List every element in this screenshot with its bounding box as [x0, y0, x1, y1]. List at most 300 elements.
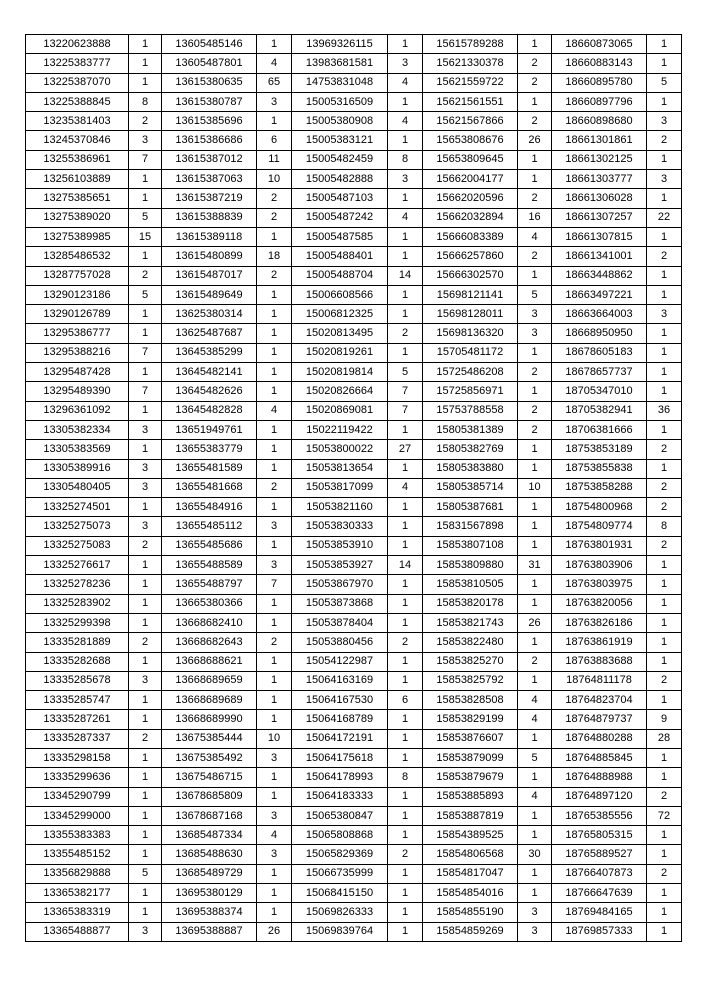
- phone-number-cell: 15854389525: [423, 826, 518, 845]
- table-row: [26, 35, 682, 54]
- phone-number-cell: 15653809645: [423, 150, 518, 169]
- count-cell: 1: [388, 247, 423, 266]
- phone-number-cell: 15005487103: [292, 189, 388, 208]
- count-cell: 1: [388, 285, 423, 304]
- phone-number-cell: 18764897120: [552, 787, 647, 806]
- phone-number-cell: 18763803906: [552, 556, 647, 575]
- phone-number-cell: 13645385299: [162, 343, 257, 362]
- count-cell: 6: [388, 691, 423, 710]
- count-cell: 1: [129, 401, 162, 420]
- count-cell: 1: [129, 189, 162, 208]
- count-cell: 1: [257, 787, 292, 806]
- phone-number-cell: 18661301861: [552, 131, 647, 150]
- phone-number-cell: 15064167530: [292, 691, 388, 710]
- phone-number-cell: 13285486532: [26, 247, 129, 266]
- phone-number-cell: 15064178993: [292, 768, 388, 787]
- phone-number-cell: 15020813495: [292, 324, 388, 343]
- phone-number-cell: 15020819814: [292, 363, 388, 382]
- count-cell: 3: [129, 671, 162, 690]
- phone-number-cell: 18765889527: [552, 845, 647, 864]
- count-cell: 1: [257, 343, 292, 362]
- phone-number-cell: 13625380314: [162, 305, 257, 324]
- count-cell: 1: [518, 729, 552, 748]
- phone-number-cell: 18661341001: [552, 247, 647, 266]
- count-cell: 1: [388, 884, 423, 903]
- table-row: [26, 922, 682, 941]
- phone-number-cell: 13275389020: [26, 208, 129, 227]
- phone-number-cell: 13245370846: [26, 131, 129, 150]
- table-row: [26, 884, 682, 903]
- count-cell: 1: [388, 671, 423, 690]
- phone-number-cell: 13615387012: [162, 150, 257, 169]
- phone-number-cell: 13220623888: [26, 35, 129, 54]
- count-cell: 1: [518, 266, 552, 285]
- phone-number-cell: 15725856971: [423, 382, 518, 401]
- phone-number-cell: 15005482888: [292, 170, 388, 189]
- phone-number-cell: 18661303777: [552, 170, 647, 189]
- phone-number-cell: 13345299000: [26, 806, 129, 825]
- phone-number-cell: 15615789288: [423, 35, 518, 54]
- phone-number-cell: 13615387219: [162, 189, 257, 208]
- phone-number-cell: 15053878404: [292, 613, 388, 632]
- count-cell: 1: [257, 536, 292, 555]
- count-cell: 1: [647, 266, 682, 285]
- count-cell: 1: [647, 748, 682, 767]
- count-cell: 1: [647, 633, 682, 652]
- phone-number-cell: 15005488401: [292, 247, 388, 266]
- phone-number-cell: 13615380787: [162, 92, 257, 111]
- count-cell: 3: [129, 478, 162, 497]
- count-cell: 1: [129, 768, 162, 787]
- count-cell: 3: [647, 170, 682, 189]
- table-row: [26, 420, 682, 439]
- phone-number-cell: 15005316509: [292, 92, 388, 111]
- phone-number-cell: 15053853927: [292, 556, 388, 575]
- count-cell: 1: [647, 652, 682, 671]
- count-cell: 1: [388, 131, 423, 150]
- phone-number-cell: 13335287261: [26, 710, 129, 729]
- count-cell: 1: [257, 112, 292, 131]
- count-cell: 1: [647, 285, 682, 304]
- phone-number-cell: 15005380908: [292, 112, 388, 131]
- phone-number-cell: 18660873065: [552, 35, 647, 54]
- table-row: [26, 633, 682, 652]
- count-cell: 1: [388, 227, 423, 246]
- phone-number-cell: 15066735999: [292, 864, 388, 883]
- phone-number-cell: 13645482626: [162, 382, 257, 401]
- table-row: [26, 845, 682, 864]
- phone-number-cell: 18764880288: [552, 729, 647, 748]
- phone-number-cell: 18764885845: [552, 748, 647, 767]
- count-cell: 1: [647, 922, 682, 941]
- count-cell: 1: [388, 613, 423, 632]
- phone-number-cell: 13225383777: [26, 54, 129, 73]
- count-cell: 1: [257, 420, 292, 439]
- phone-number-cell: 13655485112: [162, 517, 257, 536]
- count-cell: 1: [518, 35, 552, 54]
- count-cell: 1: [388, 92, 423, 111]
- count-cell: 1: [129, 748, 162, 767]
- count-cell: 1: [518, 170, 552, 189]
- phone-number-cell: 13365488877: [26, 922, 129, 941]
- count-cell: 1: [647, 903, 682, 922]
- phone-number-cell: 13325276617: [26, 556, 129, 575]
- count-cell: 2: [518, 401, 552, 420]
- count-cell: 6: [257, 131, 292, 150]
- count-cell: 1: [129, 363, 162, 382]
- count-cell: 4: [257, 826, 292, 845]
- count-cell: 2: [129, 536, 162, 555]
- count-cell: 1: [518, 806, 552, 825]
- count-cell: 4: [388, 112, 423, 131]
- count-cell: 1: [518, 440, 552, 459]
- phone-number-cell: 15753788558: [423, 401, 518, 420]
- count-cell: 1: [518, 884, 552, 903]
- count-cell: 1: [388, 903, 423, 922]
- phone-number-cell: 15006812325: [292, 305, 388, 324]
- count-cell: 5: [647, 73, 682, 92]
- count-cell: 2: [388, 845, 423, 864]
- phone-number-cell: 18663497221: [552, 285, 647, 304]
- phone-number-cell: 15053867970: [292, 575, 388, 594]
- phone-number-cell: 13335285747: [26, 691, 129, 710]
- count-cell: 1: [647, 459, 682, 478]
- count-cell: 2: [518, 363, 552, 382]
- phone-number-cell: 18763820056: [552, 594, 647, 613]
- phone-number-cell: 13335299636: [26, 768, 129, 787]
- phone-number-cell: 15005487585: [292, 227, 388, 246]
- count-cell: 7: [388, 401, 423, 420]
- phone-number-cell: 13305383569: [26, 440, 129, 459]
- phone-number-cell: 18753858288: [552, 478, 647, 497]
- count-cell: 1: [257, 382, 292, 401]
- phone-number-cell: 13615388839: [162, 208, 257, 227]
- phone-number-cell: 13325283902: [26, 594, 129, 613]
- count-cell: 7: [388, 382, 423, 401]
- phone-number-cell: 18763883688: [552, 652, 647, 671]
- count-cell: 1: [129, 691, 162, 710]
- phone-number-cell: 13325278236: [26, 575, 129, 594]
- phone-number-cell: 15053873868: [292, 594, 388, 613]
- table-row: [26, 401, 682, 420]
- phone-number-cell: 13678685809: [162, 787, 257, 806]
- count-cell: 1: [129, 845, 162, 864]
- count-cell: 1: [129, 826, 162, 845]
- phone-number-cell: 13256103889: [26, 170, 129, 189]
- phone-number-cell: 18668950950: [552, 324, 647, 343]
- phone-number-cell: 18754809774: [552, 517, 647, 536]
- phone-number-cell: 13668682410: [162, 613, 257, 632]
- phone-number-cell: 13678687168: [162, 806, 257, 825]
- count-cell: 3: [518, 903, 552, 922]
- count-cell: 1: [388, 305, 423, 324]
- count-cell: 4: [518, 710, 552, 729]
- phone-number-cell: 18663664003: [552, 305, 647, 324]
- count-cell: 1: [647, 343, 682, 362]
- table-row: [26, 478, 682, 497]
- phone-number-cell: 13295489390: [26, 382, 129, 401]
- count-cell: 1: [257, 594, 292, 613]
- count-cell: 30: [518, 845, 552, 864]
- count-cell: 2: [129, 266, 162, 285]
- count-cell: 8: [388, 150, 423, 169]
- count-cell: 1: [518, 536, 552, 555]
- count-cell: 7: [129, 382, 162, 401]
- phone-number-cell: 13668682643: [162, 633, 257, 652]
- count-cell: 1: [518, 459, 552, 478]
- phone-number-cell: 15621559722: [423, 73, 518, 92]
- phone-number-cell: 18753855838: [552, 459, 647, 478]
- count-cell: 1: [518, 594, 552, 613]
- count-cell: 1: [129, 305, 162, 324]
- count-cell: 3: [518, 922, 552, 941]
- phone-number-cell: 15853807108: [423, 536, 518, 555]
- count-cell: 1: [257, 440, 292, 459]
- phone-number-cell: 15005487242: [292, 208, 388, 227]
- phone-number-cell: 18661306028: [552, 189, 647, 208]
- table-row: [26, 305, 682, 324]
- count-cell: 1: [129, 73, 162, 92]
- count-cell: 1: [518, 575, 552, 594]
- table-row: [26, 613, 682, 632]
- phone-number-cell: 15853820178: [423, 594, 518, 613]
- phone-number-cell: 15698121141: [423, 285, 518, 304]
- phone-number-cell: 13275389985: [26, 227, 129, 246]
- table-row: [26, 440, 682, 459]
- count-cell: 14: [388, 556, 423, 575]
- table-row: [26, 92, 682, 111]
- phone-number-cell: 13287757028: [26, 266, 129, 285]
- phone-number-cell: 13615480899: [162, 247, 257, 266]
- count-cell: 26: [257, 922, 292, 941]
- count-cell: 1: [257, 903, 292, 922]
- count-cell: 5: [518, 285, 552, 304]
- table-row: [26, 575, 682, 594]
- count-cell: 1: [518, 150, 552, 169]
- count-cell: 1: [388, 35, 423, 54]
- count-cell: 1: [388, 787, 423, 806]
- phone-number-cell: 18764811178: [552, 671, 647, 690]
- phone-number-cell: 13615387063: [162, 170, 257, 189]
- phone-number-cell: 13290123186: [26, 285, 129, 304]
- phone-number-cell: 18764879737: [552, 710, 647, 729]
- count-cell: 16: [518, 208, 552, 227]
- phone-number-cell: 15853828508: [423, 691, 518, 710]
- count-cell: 4: [518, 227, 552, 246]
- table-row: [26, 266, 682, 285]
- phone-number-cell: 13295487428: [26, 363, 129, 382]
- phone-number-cell: 13615380635: [162, 73, 257, 92]
- count-cell: 31: [518, 556, 552, 575]
- phone-number-cell: 15853887819: [423, 806, 518, 825]
- count-cell: 3: [257, 845, 292, 864]
- phone-number-cell: 13365383319: [26, 903, 129, 922]
- count-cell: 1: [647, 768, 682, 787]
- count-cell: 1: [388, 652, 423, 671]
- count-cell: 4: [257, 401, 292, 420]
- count-cell: 1: [129, 498, 162, 517]
- phone-number-cell: 15621561551: [423, 92, 518, 111]
- table-row: [26, 363, 682, 382]
- phone-number-cell: 15020819261: [292, 343, 388, 362]
- count-cell: 27: [388, 440, 423, 459]
- phone-number-cell: 13685488630: [162, 845, 257, 864]
- table-row: [26, 382, 682, 401]
- phone-number-cell: 13235381403: [26, 112, 129, 131]
- count-cell: 1: [647, 420, 682, 439]
- phone-number-cell: 13655383779: [162, 440, 257, 459]
- phone-number-cell: 13615487017: [162, 266, 257, 285]
- phone-number-cell: 15064175618: [292, 748, 388, 767]
- count-cell: 1: [647, 845, 682, 864]
- phone-number-cell: 18678605183: [552, 343, 647, 362]
- table-row: [26, 710, 682, 729]
- phone-number-cell: 18766407873: [552, 864, 647, 883]
- count-cell: 1: [647, 382, 682, 401]
- count-cell: 1: [129, 247, 162, 266]
- phone-number-cell: 13695380129: [162, 884, 257, 903]
- count-cell: 3: [129, 922, 162, 941]
- phone-number-cell: 13295388216: [26, 343, 129, 362]
- count-cell: 4: [388, 478, 423, 497]
- phone-number-cell: 15805385714: [423, 478, 518, 497]
- phone-number-cell: 15725486208: [423, 363, 518, 382]
- phone-number-cell: 18678657737: [552, 363, 647, 382]
- phone-number-cell: 18765385556: [552, 806, 647, 825]
- phone-number-cell: 15662004177: [423, 170, 518, 189]
- table-row: [26, 748, 682, 767]
- phone-number-cell: 13325275083: [26, 536, 129, 555]
- count-cell: 2: [518, 420, 552, 439]
- count-cell: 3: [647, 112, 682, 131]
- phone-number-cell: 18660897796: [552, 92, 647, 111]
- phone-number-cell: 15064183333: [292, 787, 388, 806]
- count-cell: 1: [518, 671, 552, 690]
- phone-number-cell: 13365382177: [26, 884, 129, 903]
- count-cell: 1: [388, 594, 423, 613]
- count-cell: 3: [257, 806, 292, 825]
- count-cell: 1: [257, 363, 292, 382]
- count-cell: 2: [129, 729, 162, 748]
- count-cell: 10: [518, 478, 552, 497]
- count-cell: 8: [129, 92, 162, 111]
- table-row: [26, 652, 682, 671]
- table-row: [26, 517, 682, 536]
- phone-number-cell: 13651949761: [162, 420, 257, 439]
- phone-number-cell: 15854859269: [423, 922, 518, 941]
- phone-number-cell: 13668689689: [162, 691, 257, 710]
- phone-number-cell: 15053853910: [292, 536, 388, 555]
- phone-number-cell: 13225387070: [26, 73, 129, 92]
- phone-number-cell: 18706381666: [552, 420, 647, 439]
- count-cell: 26: [518, 131, 552, 150]
- phone-number-cell: 13295386777: [26, 324, 129, 343]
- phone-number-cell: 13335282688: [26, 652, 129, 671]
- phone-number-cell: 13305480405: [26, 478, 129, 497]
- count-cell: 11: [257, 150, 292, 169]
- phone-number-cell: 13675385492: [162, 748, 257, 767]
- phone-number-cell: 15853879099: [423, 748, 518, 767]
- count-cell: 65: [257, 73, 292, 92]
- count-cell: 1: [518, 768, 552, 787]
- count-cell: 10: [257, 170, 292, 189]
- phone-number-cell: 18661307815: [552, 227, 647, 246]
- count-cell: 1: [257, 305, 292, 324]
- phone-number-cell: 15064168789: [292, 710, 388, 729]
- phone-number-cell: 18766647639: [552, 884, 647, 903]
- phone-number-cell: 15666302570: [423, 266, 518, 285]
- count-cell: 3: [388, 170, 423, 189]
- phone-number-cell: 13675486715: [162, 768, 257, 787]
- count-cell: 1: [129, 594, 162, 613]
- count-cell: 1: [129, 652, 162, 671]
- phone-number-cell: 15698128011: [423, 305, 518, 324]
- phone-number-cell: 13615389118: [162, 227, 257, 246]
- phone-number-cell: 15005488704: [292, 266, 388, 285]
- phone-number-cell: 13983681581: [292, 54, 388, 73]
- table-row: [26, 227, 682, 246]
- table-row: [26, 112, 682, 131]
- count-cell: 2: [647, 671, 682, 690]
- phone-number-cell: 18753853189: [552, 440, 647, 459]
- phone-number-cell: 13655488797: [162, 575, 257, 594]
- phone-number-cell: 13969326115: [292, 35, 388, 54]
- count-cell: 1: [388, 710, 423, 729]
- phone-number-cell: 15020869081: [292, 401, 388, 420]
- phone-number-cell: 15666083389: [423, 227, 518, 246]
- phone-number-cell: 13685487334: [162, 826, 257, 845]
- phone-number-cell: 13325299398: [26, 613, 129, 632]
- count-cell: 7: [129, 343, 162, 362]
- phone-number-cell: 13655488589: [162, 556, 257, 575]
- phone-number-cell: 13275385651: [26, 189, 129, 208]
- table-row: [26, 343, 682, 362]
- table-row: [26, 903, 682, 922]
- count-cell: 2: [257, 478, 292, 497]
- phone-number-cell: 15853810505: [423, 575, 518, 594]
- phone-number-cell: 13296361092: [26, 401, 129, 420]
- phone-number-cell: 15805383880: [423, 459, 518, 478]
- table-row: [26, 768, 682, 787]
- table-row: [26, 691, 682, 710]
- phone-number-cell: 13335298158: [26, 748, 129, 767]
- count-cell: 1: [647, 594, 682, 613]
- phone-number-cell: 15853879679: [423, 768, 518, 787]
- phone-number-cell: 13655481668: [162, 478, 257, 497]
- phone-number-cell: 15853825270: [423, 652, 518, 671]
- count-cell: 1: [257, 459, 292, 478]
- phone-number-cell: 15853821743: [423, 613, 518, 632]
- count-cell: 2: [388, 633, 423, 652]
- count-cell: 1: [257, 498, 292, 517]
- count-cell: 1: [129, 903, 162, 922]
- count-cell: 2: [518, 112, 552, 131]
- count-cell: 1: [518, 517, 552, 536]
- count-cell: 4: [257, 54, 292, 73]
- table-row: [26, 459, 682, 478]
- count-cell: 1: [388, 498, 423, 517]
- count-cell: 1: [257, 691, 292, 710]
- phone-number-cell: 13335281889: [26, 633, 129, 652]
- count-cell: 2: [518, 54, 552, 73]
- count-cell: 1: [388, 806, 423, 825]
- phone-number-cell: 15053821160: [292, 498, 388, 517]
- table-row: [26, 189, 682, 208]
- count-cell: 1: [129, 440, 162, 459]
- count-cell: 2: [647, 536, 682, 555]
- phone-number-cell: 18663448862: [552, 266, 647, 285]
- count-cell: 1: [388, 536, 423, 555]
